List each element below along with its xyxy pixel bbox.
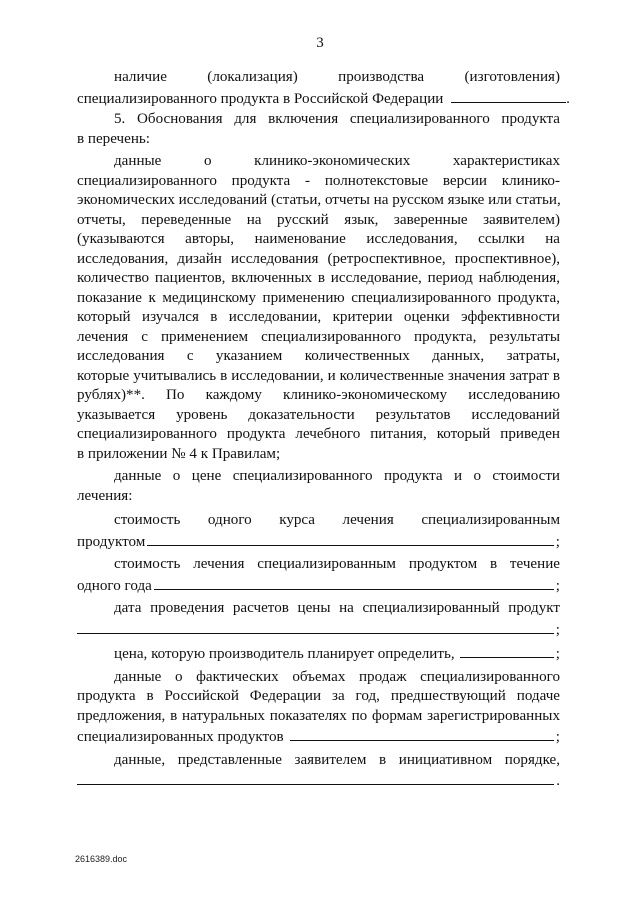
paragraph-line: указывается уровень доказательности результатов исследований xyxy=(77,406,560,423)
line-text: специализированных продуктов xyxy=(77,729,284,745)
paragraph-line: специализированного продукта - полнотекстовые версии клинико- xyxy=(77,172,560,189)
line-text: продуктом xyxy=(77,533,146,550)
line-end: ; xyxy=(555,646,560,662)
line-end: ; xyxy=(555,729,560,745)
yearly-cost-field xyxy=(77,575,560,595)
line-text: цена, которую производитель планирует определить, xyxy=(114,646,455,662)
blank-field xyxy=(460,643,554,658)
paragraph-line: стоимость лечения специализированным продуктом в течение xyxy=(114,556,560,572)
calculation-date-field xyxy=(77,619,560,639)
paragraph-line: данные, представленные заявителем в инициативном порядке, xyxy=(114,751,560,768)
document-body xyxy=(77,68,570,790)
line-end: . xyxy=(566,90,570,107)
paragraph-line: в приложении № 4 к Правилам; xyxy=(77,445,281,462)
paragraph-line: данные о цене специализированного продукта и о стоимости xyxy=(114,468,560,484)
blank-field xyxy=(154,575,554,590)
initiative-data-field xyxy=(77,770,560,790)
line-text: одного года xyxy=(77,577,152,594)
paragraph-line: лечения: xyxy=(77,487,133,504)
course-cost-field xyxy=(77,531,560,551)
paragraph-line: в перечень: xyxy=(77,130,150,147)
paragraph-line: лечения с применением специализированного продукта, результаты xyxy=(77,328,560,345)
line-end: ; xyxy=(555,577,560,594)
paragraph-line: отчеты, переведенные на русский язык, заверенные заявителем) xyxy=(77,211,560,228)
blank-field xyxy=(147,531,553,546)
page-number: 3 xyxy=(316,35,324,51)
blank-field xyxy=(290,726,554,741)
paragraph-line: рублях)**. По каждому клинико-экономическому исследованию xyxy=(77,387,560,403)
paragraph-line: которые учитывались в исследовании, и количественные значения затрат в xyxy=(77,367,560,384)
paragraph-line: дата проведения расчетов цены на специализированный продукт xyxy=(114,600,560,616)
paragraph-line: стоимость одного курса лечения специализированным xyxy=(114,512,560,528)
line-end: ; xyxy=(555,621,560,638)
file-name-footer: 2616389.doc xyxy=(75,854,128,864)
sales-volume-field xyxy=(77,726,560,746)
paragraph-line: (указываются авторы, наименование исследования, ссылки на xyxy=(77,231,560,247)
paragraph-line: исследования, дизайн исследования (ретроспективное, проспективное), xyxy=(77,250,560,267)
line-end: . xyxy=(556,773,560,789)
paragraph-line: данные о фактических объемах продаж специализированного xyxy=(114,668,560,685)
line-end: ; xyxy=(555,533,560,550)
paragraph-line xyxy=(77,88,570,108)
paragraph-line: показание к медицинскому применению специализированного продукта, xyxy=(77,289,560,306)
paragraph-line: исследования с указанием количественных данных, затраты, xyxy=(77,348,560,364)
paragraph-line: данные о клинико-экономических характеристиках xyxy=(114,153,560,169)
line-text: специализированного продукта в Российской Федерации xyxy=(77,90,444,107)
planned-price-field xyxy=(77,643,560,663)
paragraph-line: специализированного продукта лечебного питания, который приведен xyxy=(77,426,560,442)
paragraph-line: продукта в Российской Федерации за год, предшествующий подаче xyxy=(77,688,560,704)
paragraph-line: который изучался в исследовании, критерии оценки эффективности xyxy=(77,309,560,325)
paragraph-line: наличие (локализация) производства (изготовления) xyxy=(114,69,560,85)
blank-field xyxy=(77,619,554,634)
paragraph-line: предложения, в натуральных показателях по формам зарегистрированных xyxy=(77,707,560,724)
paragraph-line: экономических исследований (статьи, отчеты на русском языке или статьи, xyxy=(77,192,561,208)
paragraph-line: количество пациентов, включенных в исследование, период наблюдения, xyxy=(77,270,560,286)
blank-field xyxy=(451,88,566,103)
blank-field xyxy=(77,770,554,785)
section-heading: 5. Обоснования для включения специализированного продукта xyxy=(114,111,560,127)
